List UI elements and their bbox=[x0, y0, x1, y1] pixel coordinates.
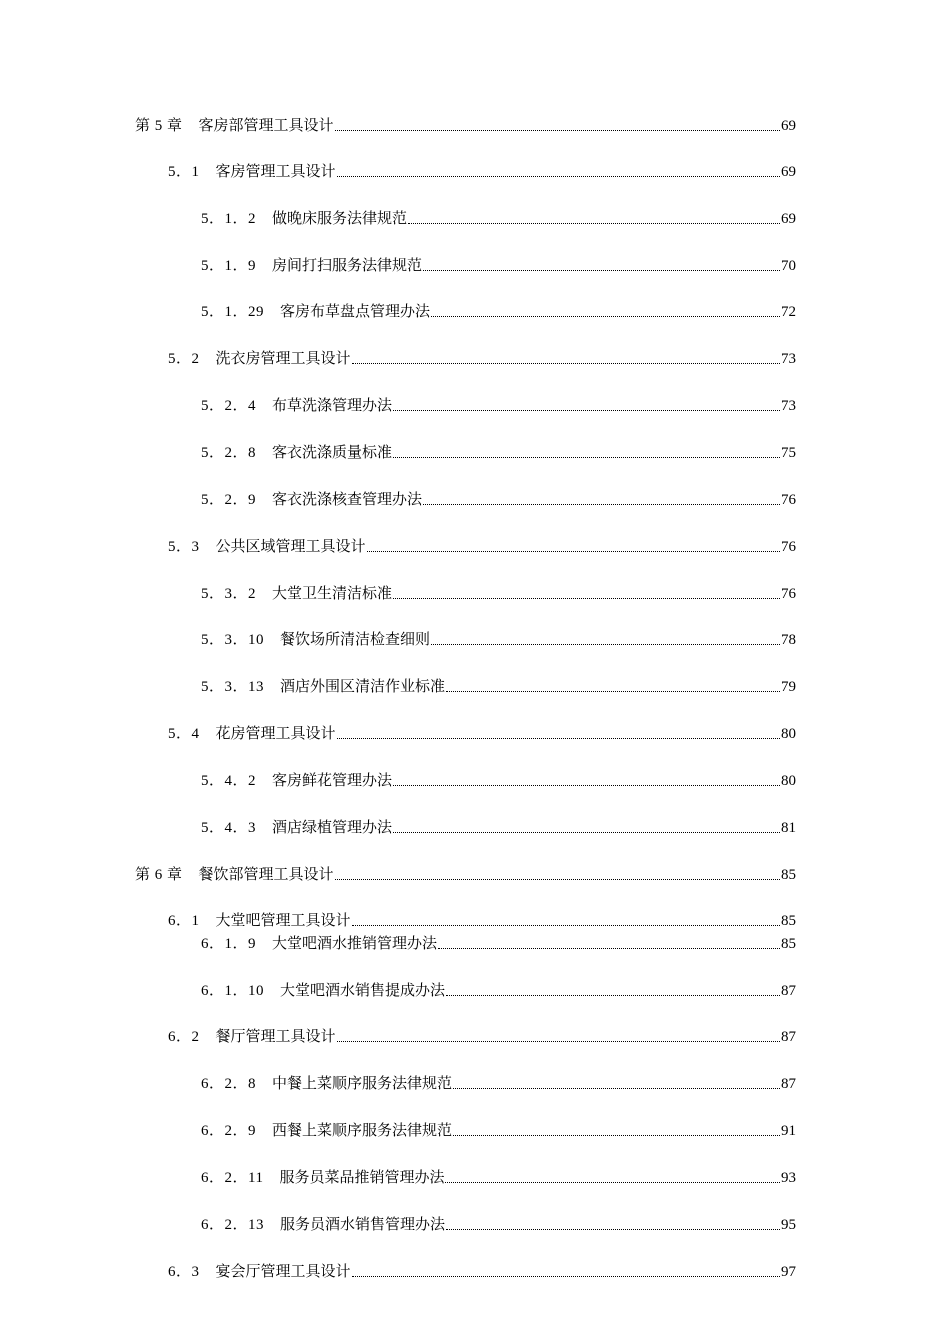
toc-entry-title: 客房鲜花管理办法 bbox=[272, 773, 393, 789]
toc-entry[interactable] bbox=[168, 1024, 796, 1046]
toc-entry-title: 西餐上菜顺序服务法律规范 bbox=[272, 1123, 453, 1139]
toc-entry-number: 5．4 bbox=[168, 726, 200, 742]
toc-entry-page: 81 bbox=[781, 820, 796, 836]
toc-entry-page: 73 bbox=[781, 398, 796, 414]
toc-entry[interactable] bbox=[201, 627, 796, 649]
toc-entry-number: 5．2 bbox=[168, 351, 200, 367]
dot-leader bbox=[453, 1087, 780, 1089]
toc-entry-title: 宴会厅管理工具设计 bbox=[215, 1264, 351, 1280]
toc-entry-page: 87 bbox=[781, 983, 796, 999]
toc-entry-page: 76 bbox=[781, 492, 796, 508]
dot-leader bbox=[337, 737, 780, 739]
toc-entry-title: 大堂吧酒水销售提成办法 bbox=[280, 983, 446, 999]
toc-entry-number: 5．1．2 bbox=[201, 211, 257, 227]
toc-entry-page: 87 bbox=[781, 1029, 796, 1045]
toc-entry-title: 大堂卫生清洁标准 bbox=[272, 586, 393, 602]
dot-leader bbox=[423, 503, 780, 505]
toc-entry-title: 餐饮部管理工具设计 bbox=[198, 867, 334, 883]
toc-entry[interactable] bbox=[201, 768, 796, 790]
toc-entry[interactable] bbox=[168, 159, 796, 181]
toc-entry-title: 服务员菜品推销管理办法 bbox=[279, 1170, 445, 1186]
toc-entry-title: 餐厅管理工具设计 bbox=[215, 1029, 336, 1045]
toc-entry-page: 85 bbox=[781, 913, 796, 929]
toc-entry[interactable] bbox=[201, 1165, 796, 1187]
toc-entry-number: 5．2．8 bbox=[201, 445, 257, 461]
toc-entry-page: 79 bbox=[781, 679, 796, 695]
toc-entry-page: 76 bbox=[781, 586, 796, 602]
dot-leader bbox=[352, 362, 780, 364]
dot-leader bbox=[393, 597, 780, 599]
toc-entry-number: 5．3．13 bbox=[201, 679, 265, 695]
toc-entry[interactable] bbox=[168, 908, 796, 930]
toc-entry-title: 餐饮场所清洁检查细则 bbox=[280, 632, 431, 648]
toc-entry-number: 6．2．8 bbox=[201, 1076, 257, 1092]
toc-entry[interactable] bbox=[168, 721, 796, 743]
dot-leader bbox=[352, 1275, 780, 1277]
toc-entry-page: 69 bbox=[781, 164, 796, 180]
toc-entry[interactable] bbox=[201, 206, 796, 228]
toc-entry-number: 5．4．2 bbox=[201, 773, 257, 789]
toc-entry-number: 6．1．9 bbox=[201, 936, 257, 952]
toc-entry-number: 5．3．2 bbox=[201, 586, 257, 602]
dot-leader bbox=[446, 994, 780, 996]
toc-entry-title: 大堂吧管理工具设计 bbox=[215, 913, 351, 929]
toc-entry-number: 5．1 bbox=[168, 164, 200, 180]
dot-leader bbox=[393, 409, 780, 411]
toc-entry-number: 5．1．29 bbox=[201, 304, 265, 320]
toc-entry-title: 酒店外围区清洁作业标准 bbox=[280, 679, 446, 695]
toc-entry-title: 客房管理工具设计 bbox=[215, 164, 336, 180]
toc-entry-number: 第 5 章 bbox=[135, 118, 183, 134]
toc-entry-page: 85 bbox=[781, 867, 796, 883]
toc-entry[interactable] bbox=[201, 393, 796, 415]
toc-entry[interactable] bbox=[201, 978, 796, 1000]
toc-entry-page: 73 bbox=[781, 351, 796, 367]
dot-leader bbox=[337, 1040, 780, 1042]
toc-entry-page: 93 bbox=[781, 1170, 796, 1186]
toc-entry-number: 5．2．4 bbox=[201, 398, 257, 414]
dot-leader bbox=[367, 550, 780, 552]
toc-entry[interactable] bbox=[201, 1212, 796, 1234]
toc-entry-number: 5．4．3 bbox=[201, 820, 257, 836]
toc-entry-number: 6．2 bbox=[168, 1029, 200, 1045]
toc-entry-page: 69 bbox=[781, 118, 796, 134]
toc-entry-number: 6．1 bbox=[168, 913, 200, 929]
toc-entry-page: 95 bbox=[781, 1217, 796, 1233]
toc-entry-page: 91 bbox=[781, 1123, 796, 1139]
toc-entry-page: 69 bbox=[781, 211, 796, 227]
toc-entry-page: 72 bbox=[781, 304, 796, 320]
toc-entry-number: 6．2．11 bbox=[201, 1170, 264, 1186]
dot-leader bbox=[438, 947, 780, 949]
dot-leader bbox=[337, 175, 780, 177]
dot-leader bbox=[431, 643, 780, 645]
dot-leader bbox=[393, 456, 780, 458]
toc-entry[interactable] bbox=[135, 862, 796, 884]
toc-entry-title: 花房管理工具设计 bbox=[215, 726, 336, 742]
toc-entry-title: 布草洗涤管理办法 bbox=[272, 398, 393, 414]
toc-entry-page: 80 bbox=[781, 773, 796, 789]
toc-entry-title: 酒店绿植管理办法 bbox=[272, 820, 393, 836]
toc-entry-title: 房间打扫服务法律规范 bbox=[272, 258, 423, 274]
toc-entry-page: 76 bbox=[781, 539, 796, 555]
toc-entry[interactable] bbox=[201, 581, 796, 603]
toc-entry-title: 公共区域管理工具设计 bbox=[215, 539, 366, 555]
toc-entry[interactable] bbox=[201, 253, 796, 275]
toc-entry-page: 85 bbox=[781, 936, 796, 952]
dot-leader bbox=[335, 878, 780, 880]
dot-leader bbox=[423, 269, 780, 271]
toc-entry[interactable] bbox=[201, 1071, 796, 1093]
toc-entry-title: 做晚床服务法律规范 bbox=[272, 211, 408, 227]
toc-entry-title: 中餐上菜顺序服务法律规范 bbox=[272, 1076, 453, 1092]
toc-entry[interactable] bbox=[168, 534, 796, 556]
toc-entry-title: 客房布草盘点管理办法 bbox=[280, 304, 431, 320]
toc-entry[interactable] bbox=[168, 346, 796, 368]
toc-entry[interactable] bbox=[201, 815, 796, 837]
toc-entry[interactable] bbox=[201, 1118, 796, 1140]
toc-entry-title: 大堂吧酒水推销管理办法 bbox=[272, 936, 438, 952]
toc-entry-page: 70 bbox=[781, 258, 796, 274]
toc-entry-number: 6．2．9 bbox=[201, 1123, 257, 1139]
dot-leader bbox=[431, 315, 780, 317]
toc-entry[interactable] bbox=[168, 1259, 796, 1281]
toc-entry-number: 5．2．9 bbox=[201, 492, 257, 508]
dot-leader bbox=[446, 690, 780, 692]
toc-entry[interactable] bbox=[201, 487, 796, 509]
toc-entry-title: 客衣洗涤核查管理办法 bbox=[272, 492, 423, 508]
toc-entry-number: 6．3 bbox=[168, 1264, 200, 1280]
toc-entry-page: 97 bbox=[781, 1264, 796, 1280]
toc-entry-number: 5．3 bbox=[168, 539, 200, 555]
toc-entry-number: 5．1．9 bbox=[201, 258, 257, 274]
toc-entry-number: 第 6 章 bbox=[135, 867, 183, 883]
toc-entry[interactable] bbox=[201, 674, 796, 696]
dot-leader bbox=[352, 924, 780, 926]
toc-entry[interactable] bbox=[135, 113, 796, 135]
toc-entry-page: 78 bbox=[781, 632, 796, 648]
toc-entry-title: 客衣洗涤质量标准 bbox=[272, 445, 393, 461]
dot-leader bbox=[453, 1134, 780, 1136]
dot-leader bbox=[393, 831, 780, 833]
toc-entry[interactable] bbox=[201, 440, 796, 462]
toc-entry-page: 87 bbox=[781, 1076, 796, 1092]
toc-entry-title: 服务员酒水销售管理办法 bbox=[280, 1217, 446, 1233]
dot-leader bbox=[446, 1228, 780, 1230]
dot-leader bbox=[445, 1181, 780, 1183]
dot-leader bbox=[335, 129, 780, 131]
toc-entry-number: 5．3．10 bbox=[201, 632, 265, 648]
dot-leader bbox=[408, 222, 780, 224]
toc-entry-page: 75 bbox=[781, 445, 796, 461]
toc-entry-page: 80 bbox=[781, 726, 796, 742]
toc-entry[interactable] bbox=[201, 299, 796, 321]
toc-entry-number: 6．2．13 bbox=[201, 1217, 265, 1233]
toc-entry-title: 洗衣房管理工具设计 bbox=[215, 351, 351, 367]
toc-entry[interactable] bbox=[201, 931, 796, 953]
toc-entry-number: 6．1．10 bbox=[201, 983, 265, 999]
dot-leader bbox=[393, 784, 780, 786]
toc-entry-title: 客房部管理工具设计 bbox=[198, 118, 334, 134]
